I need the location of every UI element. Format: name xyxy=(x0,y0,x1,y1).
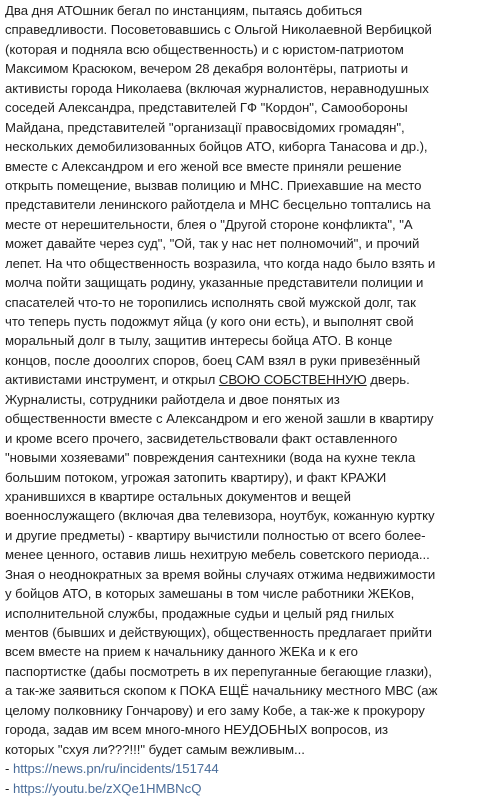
text-segment: города, задав им всем много-много НЕУДОБНЫХ вопросов, из xyxy=(5,722,389,738)
text-segment: Журналисты, сотрудники райотдела и двое понятых из xyxy=(5,391,340,407)
text-segment: военнослужащего (включая два телевизора, ноутбук, кожанную куртку xyxy=(5,508,435,524)
text-line xyxy=(5,254,480,273)
text-segment: справедливости. Посоветовавшись с Ольгой Николаевной Вербицкой xyxy=(5,22,432,38)
text-segment: и другие предметы) - квартиру вычистили полностью от всего более- xyxy=(5,527,426,543)
text-line xyxy=(5,40,480,59)
text-line xyxy=(5,59,480,78)
text-line xyxy=(5,409,480,428)
text-line xyxy=(5,370,480,389)
text-segment: у бойцов АТО, в которых замешаны в том числе работники ЖЕКов, xyxy=(5,586,415,602)
text-segment: активистами инструмент, и открыл xyxy=(5,372,219,388)
text-segment: представители ленинского райотдела и МНС бесцельно топтались на xyxy=(5,197,431,213)
underlined-text: СВОЮ СОБСТВЕННУЮ xyxy=(218,372,367,388)
text-segment: спасателей что-то не торопились исполнять свой мужской долг, так xyxy=(5,294,416,310)
text-segment: и кроме всего прочего, засвидетельствовали факт оставленного xyxy=(5,430,398,446)
text-segment: целому полковнику Гончарову) и его заму Кобе, а так-же к прокурору xyxy=(5,702,425,718)
text-segment: может давайте через суд", "Ой, так у нас нет полномочий", и прочий xyxy=(5,236,420,252)
text-segment: менее ценного, оставив лишь нехитрую мебель советского периода... xyxy=(5,547,430,563)
text-segment: дверь. xyxy=(366,372,410,388)
text-segment: соседей Александра, представителей ГФ "Кордон", Самообороны xyxy=(5,100,408,116)
text-line xyxy=(5,740,480,759)
text-line xyxy=(5,312,480,331)
text-line xyxy=(5,20,480,39)
post-text xyxy=(5,1,480,759)
text-line xyxy=(5,565,480,584)
text-line xyxy=(5,331,480,350)
text-line xyxy=(5,623,480,642)
text-segment: Два дня АТОшник бегал по инстанциям, пытаясь добиться xyxy=(5,3,363,18)
text-line xyxy=(5,448,480,467)
text-segment: месте от нерешительности, блея о "Другой стороне конфликта", "А xyxy=(5,216,413,232)
text-segment: молча пойти защищать родину, указанные представители полиции и xyxy=(5,275,424,291)
link-prefix: - xyxy=(5,761,13,777)
text-line xyxy=(5,234,480,253)
text-segment: а так-же заявиться скопом к ПОКА ЕЩЁ начальнику местного МВС (аж xyxy=(5,683,438,699)
text-line xyxy=(5,390,480,409)
text-segment: общественности вместе с Александром и его женой зашли в квартиру xyxy=(5,411,434,427)
text-line xyxy=(5,215,480,234)
text-line xyxy=(5,526,480,545)
text-segment: лепет. На что общественность возразила, что когда надо было взять и xyxy=(5,255,436,271)
source-link[interactable]: https://news.pn/ru/incidents/151744 xyxy=(12,761,219,777)
text-line xyxy=(5,195,480,214)
text-line xyxy=(5,642,480,661)
text-line xyxy=(5,98,480,117)
text-line xyxy=(5,351,480,370)
text-line xyxy=(5,293,480,312)
text-segment: открыть помещение, вызвав полицию и МНС. Приехавшие на место xyxy=(5,177,422,193)
text-segment: большим потоком, угрожая затопить квартиру), и факт КРАЖИ xyxy=(5,469,387,485)
text-line xyxy=(5,604,480,623)
text-line xyxy=(5,584,480,603)
text-line xyxy=(5,506,480,525)
text-line xyxy=(5,720,480,739)
text-segment: активисты города Николаева (включая журналистов, неравнодушных xyxy=(5,80,429,96)
text-line xyxy=(5,545,480,564)
post-links xyxy=(5,759,480,798)
text-segment: паспортистке (дабы посмотреть в их перепуганные бегающие глазки), xyxy=(5,663,432,679)
text-segment: (которая и подняла всю общественность) и с юристом-патриотом xyxy=(5,41,404,57)
text-segment: Зная о неоднократных за время войны случаях отжима недвижимости xyxy=(5,566,436,582)
text-line xyxy=(5,468,480,487)
text-line xyxy=(5,701,480,720)
text-line xyxy=(5,429,480,448)
text-line xyxy=(5,681,480,700)
text-line xyxy=(5,137,480,156)
text-segment: "новыми хозяевами" повреждения сантехники (вода на кухне текла xyxy=(5,450,416,466)
text-line xyxy=(5,1,480,20)
text-segment: всем вместе на прием к начальнику данного ЖЕКа и к его xyxy=(5,644,358,660)
text-segment: концов, после дооолгих споров, боец САМ взял в руки привезённый xyxy=(5,352,421,368)
text-segment: нескольких демобилизованных бойцов АТО, киборга Танасова и др.), xyxy=(5,139,428,155)
link-line xyxy=(5,759,480,778)
text-line xyxy=(5,662,480,681)
text-segment: исполнительной службы, продажные судьи и целый ряд гнилых xyxy=(5,605,394,621)
text-segment: что теперь пусть подожмут яйца (у кого они есть), и выполнят свой xyxy=(5,314,414,329)
text-segment: которых "схуя ли???!!!" будет самым вежливым... xyxy=(5,741,305,757)
text-segment: Майдана, представителей "организації правосвідомих громадян", xyxy=(5,119,405,135)
text-line xyxy=(5,176,480,195)
text-line xyxy=(5,79,480,98)
text-segment: Максимом Красюком, вечером 28 декабря волонтёры, патриоты и xyxy=(5,61,409,77)
text-segment: вместе с Александром и его женой все вместе приняли решение xyxy=(5,158,402,174)
text-line xyxy=(5,157,480,176)
text-segment: ментов (бывших и действующих), общественность предлагает прийти xyxy=(5,625,432,640)
text-line xyxy=(5,118,480,137)
text-line xyxy=(5,487,480,506)
source-link[interactable]: https://youtu.be/zXQe1HMBNcQ xyxy=(12,780,202,796)
text-segment: моральный долг в тылу, защитив интересы бойца АТО. В конце xyxy=(5,333,393,349)
link-line xyxy=(5,779,480,798)
text-segment: хранившихся в квартире остальных документов и вещей xyxy=(5,488,351,504)
link-prefix: - xyxy=(5,780,13,796)
text-line xyxy=(5,273,480,292)
